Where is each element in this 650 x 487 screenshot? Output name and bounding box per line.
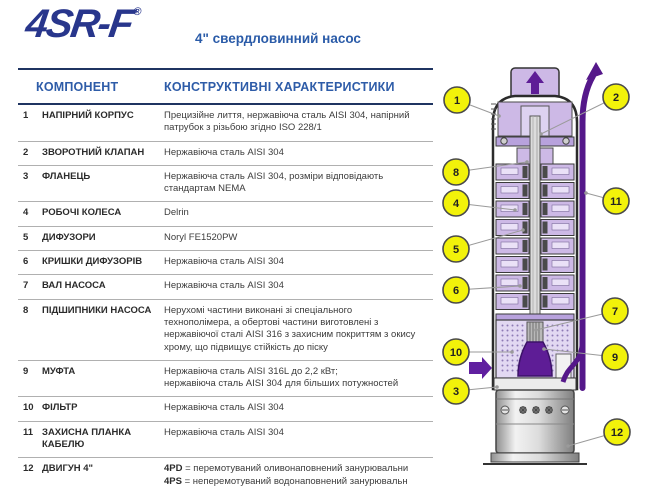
column-header-component: КОМПОНЕНТ [36, 79, 119, 94]
component-description: Нержавіюча сталь AISI 304 [164, 280, 284, 292]
component-name: ФІЛЬТР [42, 402, 78, 414]
callout-number: 12 [610, 427, 624, 439]
table-row [18, 396, 433, 420]
table-row [18, 165, 433, 202]
component-name: МУФТА [42, 365, 76, 377]
component-name: ПІДШИПНИКИ НАСОСА [42, 304, 152, 316]
callout-number: 4 [452, 198, 460, 210]
callout-1 [444, 87, 501, 118]
table-header-row [18, 70, 433, 105]
leader-dot [539, 132, 543, 136]
callout-number: 1 [453, 95, 461, 107]
component-name: РОБОЧІ КОЛЕСА [42, 207, 122, 219]
leader-dot [521, 228, 525, 232]
component-description: Нержавіюча сталь AISI 316L до 2,2 кВт; нержавіюча сталь AISI 304 для більших потужностей [164, 365, 399, 390]
leader-dot [525, 160, 529, 164]
component-description: Delrin [164, 207, 189, 219]
component-name: КРИШКИ ДИФУЗОРІВ [42, 256, 143, 268]
component-number: 6 [23, 256, 29, 268]
logo-text: 4SR-F [22, 2, 135, 46]
component-number: 2 [23, 146, 29, 158]
component-number: 3 [23, 170, 29, 182]
table-row [18, 226, 433, 250]
leader-dot [584, 191, 588, 195]
component-number: 1 [23, 110, 29, 121]
component-name: НАПІРНИЙ КОРПУС [42, 110, 134, 121]
component-number: 11 [23, 426, 34, 438]
component-number: 8 [23, 304, 29, 316]
table-row [18, 274, 433, 298]
component-name: ФЛАНЕЦЬ [42, 170, 91, 182]
callout-12 [566, 419, 630, 448]
valve-spring-right [563, 138, 569, 144]
component-name: ЗВОРОТНИЙ КЛАПАН [42, 146, 145, 158]
table-body [18, 105, 433, 487]
component-name: ДИФУЗОРИ [42, 231, 96, 243]
motor-base [491, 453, 579, 462]
registered-mark-icon: ® [132, 6, 143, 18]
callout-number: 3 [452, 386, 460, 398]
component-description: 4PD = перемотуваний оливонаповнений занурювальни 4PS = неперемотуваний водонаповнений занурювальн [164, 463, 409, 487]
leader-dot [542, 347, 546, 351]
brand-logo [23, 2, 143, 47]
stack-base-plate [496, 314, 574, 320]
component-description: Прецизійне лиття, нержавіюча сталь AISI 304, напірний патрубок з різьбою згідно ISO 228/1 [164, 110, 410, 134]
leader-dot [495, 385, 499, 389]
component-name: ЗАХИСНА ПЛАНКА КАБЕЛЮ [42, 426, 132, 451]
component-number: 9 [23, 365, 29, 377]
component-description: Нержавіюча сталь AISI 304, розміри відповідають стандартам NEMA [164, 170, 384, 195]
callout-number: 6 [452, 285, 460, 297]
component-name: ДВИГУН 4" [42, 463, 94, 475]
component-number: 10 [23, 402, 34, 414]
component-number: 7 [23, 280, 29, 292]
table-row [18, 360, 433, 397]
leader-dot [518, 284, 522, 288]
motor-vent-icons [519, 406, 553, 414]
product-subtitle: 4" свердловинний насос [195, 31, 361, 46]
component-description: Нержавіюча сталь AISI 304 [164, 256, 284, 268]
table-row [18, 141, 433, 165]
leader-dot [566, 444, 570, 448]
component-description: Нержавіюча сталь AISI 304 [164, 402, 284, 414]
component-number: 5 [23, 231, 29, 243]
callout-number: 10 [449, 347, 463, 359]
component-description: Нерухомі частини виконані зі спеціального технополімера, а обертові частини виготовлені з нержавіючої сталі AISI 316 з захисним покриттям з окису хрому, що підвищує стійкість до піску [164, 304, 416, 353]
component-table [18, 68, 433, 487]
component-number: 12 [23, 463, 34, 475]
component-name: ВАЛ НАСОСА [42, 280, 106, 292]
coupling [527, 322, 543, 342]
table-row [18, 299, 433, 360]
callout-11 [584, 188, 629, 214]
pump-diagram [435, 58, 650, 487]
table-row [18, 457, 433, 487]
component-number: 4 [23, 207, 29, 219]
callout-number: 11 [610, 196, 622, 208]
leader-dot [497, 114, 501, 118]
callout-number: 8 [452, 167, 460, 179]
inlet-arrow-icon [469, 357, 492, 379]
callout-number: 2 [612, 92, 620, 104]
column-header-characteristics: КОНСТРУКТИВНІ ХАРАКТЕРИСТИКИ [164, 79, 395, 94]
pump-artwork [469, 62, 603, 464]
pump-shaft [530, 116, 540, 322]
table-row [18, 421, 433, 458]
table-row [18, 201, 433, 225]
callout-3 [443, 378, 499, 404]
leader-dot [510, 350, 514, 354]
valve-spring-left [501, 138, 507, 144]
component-description: Нержавіюча сталь AISI 304 [164, 146, 284, 158]
component-description: Noryl FE1520PW [164, 231, 238, 243]
callout-number: 7 [611, 306, 619, 318]
callout-number: 9 [611, 352, 619, 364]
leader-dot [534, 328, 538, 332]
leader-dot [513, 208, 517, 212]
table-row [18, 250, 433, 274]
component-description: Нержавіюча сталь AISI 304 [164, 426, 284, 438]
table-row [18, 105, 433, 141]
callout-number: 5 [452, 244, 460, 256]
